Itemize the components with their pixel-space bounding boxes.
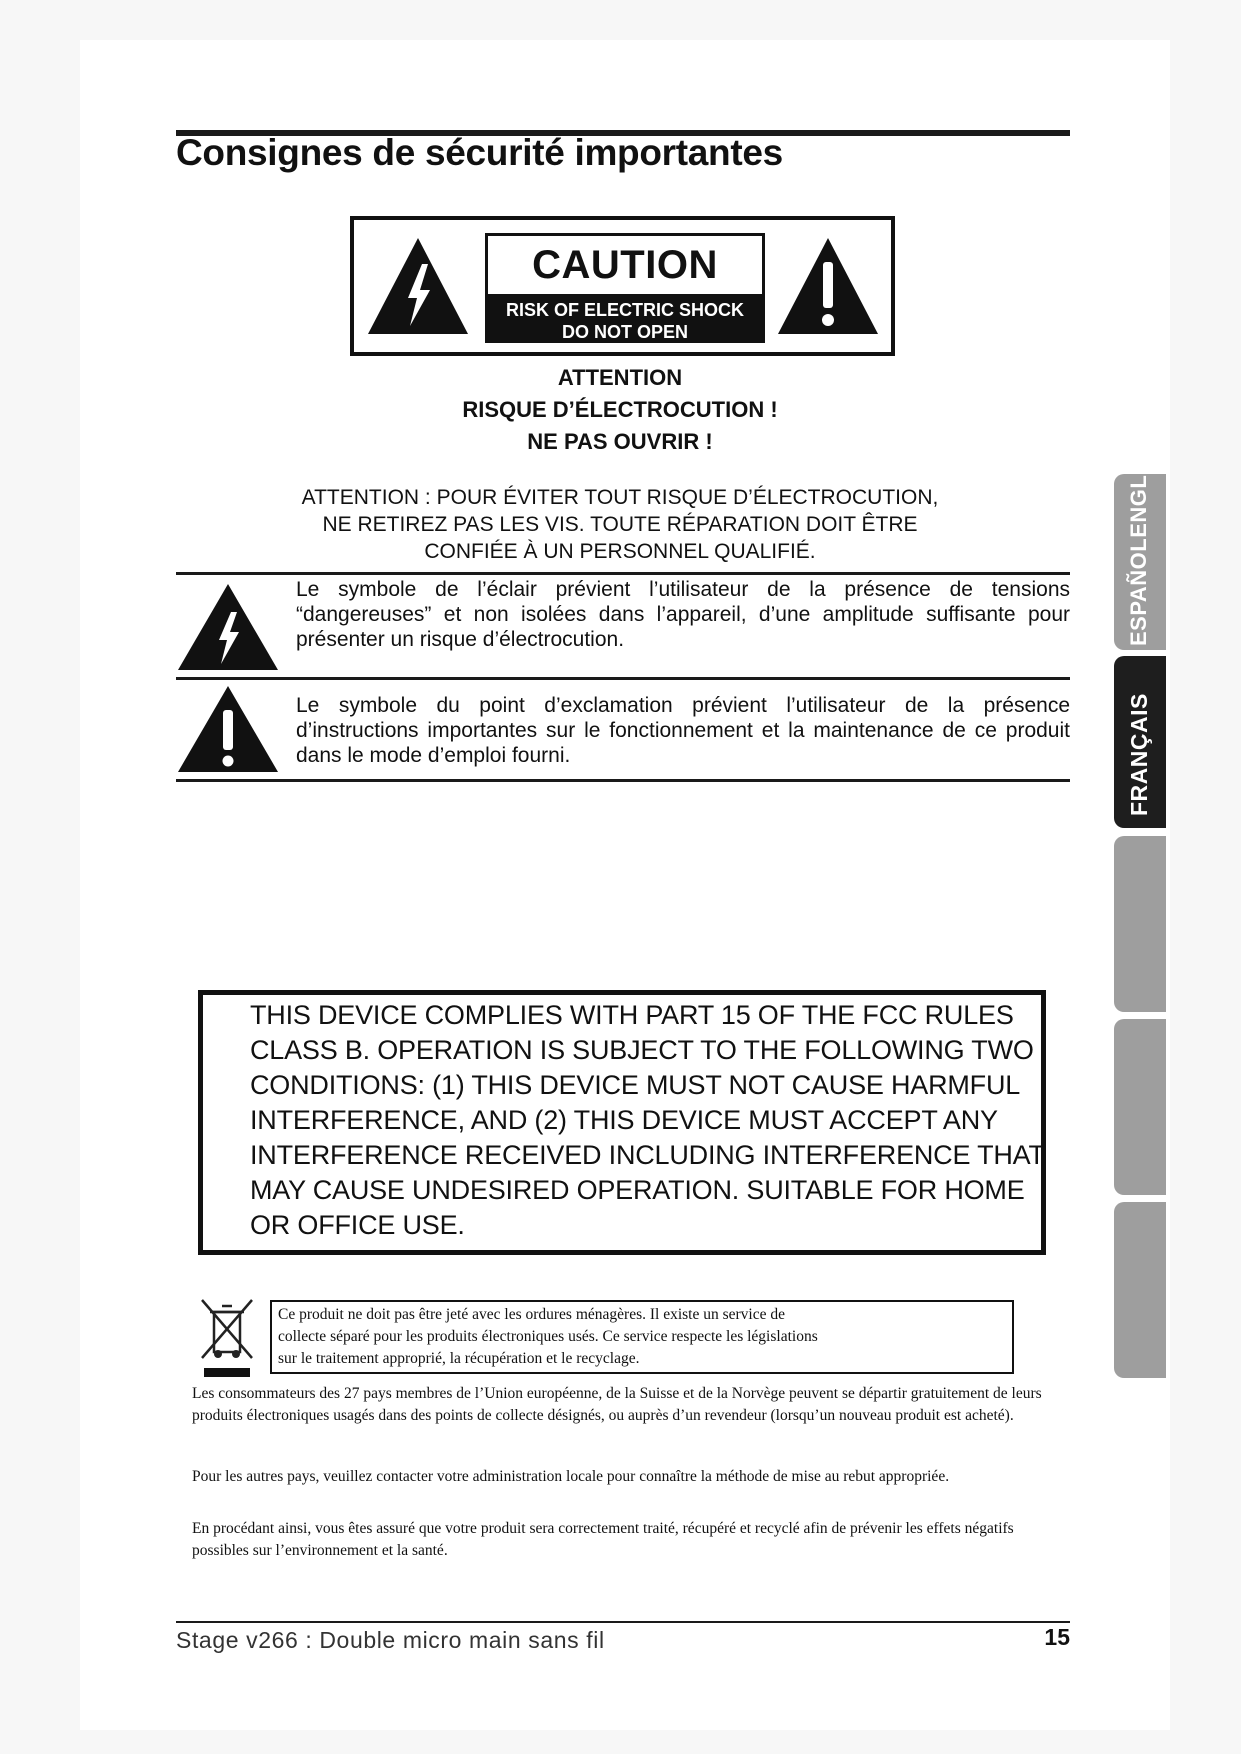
warning-line-3: CONFIÉE À UN PERSONNEL QUALIFIÉ. [424, 540, 816, 563]
fcc-line: CONDITIONS: (1) THIS DEVICE MUST NOT CAUSE HARMFUL [250, 1070, 1021, 1100]
fcc-line: OR OFFICE USE. [250, 1210, 465, 1240]
lightning-description: Le symbole de l’éclair prévient l’utilisateur de la présence de tensions “dangereuses” et non isolées dans l’appareil, d’une amplitude suffisante pour présenter un risque d’électrocution. [296, 578, 1070, 651]
caution-label [350, 216, 895, 356]
fcc-line: THIS DEVICE COMPLIES WITH PART 15 OF THE FCC RULES [250, 1000, 1014, 1030]
divider-middle [176, 677, 1070, 680]
footer-rule [176, 1621, 1070, 1623]
weee-box-line: sur le traitement approprié, la récupération et le recyclage. [278, 1350, 640, 1367]
tab-francais-label: FRANÇAIS [1126, 693, 1152, 816]
divider-top [176, 572, 1070, 575]
crossed-bin-icon [198, 1296, 256, 1380]
tab-other-languages[interactable] [1114, 326, 1166, 650]
weee-paragraph-2: Pour les autres pays, veuillez contacter votre administration locale pour connaître la méthode de mise au rebut appropriée. [192, 1468, 950, 1485]
tab-blank-2[interactable] [1114, 1019, 1166, 1195]
fcc-line: INTERFERENCE RECEIVED INCLUDING INTERFERENCE THAT [250, 1140, 1045, 1170]
caution-word: CAUTION [485, 233, 765, 297]
caution-subtitle [485, 297, 765, 343]
weee-box-line: collecte séparé pour les produits électroniques usés. Ce service respecte les législations [278, 1328, 818, 1345]
exclamation-description: Le symbole du point d’exclamation prévient l’utilisateur de la présence d’instructions importantes sur le fonctionnement et la maintenance de ce produit dans le mode d’emploi fourni. [296, 694, 1070, 767]
tab-other-languages-label: ESPAÑOLENGLISHDEUTSCH [1126, 326, 1151, 646]
fcc-notice-box [198, 990, 1046, 1255]
warning-line-1: ATTENTION : POUR ÉVITER TOUT RISQUE D’ÉLECTROCUTION, [301, 486, 939, 509]
attention-risk: RISQUE D’ÉLECTROCUTION ! [462, 397, 778, 422]
page-title: Consignes de sécurité importantes [176, 132, 783, 173]
tab-blank-1[interactable] [1114, 836, 1166, 1012]
lightning-symbol-icon [176, 582, 280, 672]
divider-bottom [176, 779, 1070, 782]
weee-paragraph-3: En procédant ainsi, vous êtes assuré que votre produit sera correctement traité, récupéré et recyclé afin de prévenir les effets négatifs possibles sur l’environnement et la santé. [192, 1520, 1014, 1559]
attention-heading: ATTENTION [557, 365, 683, 390]
weee-box-line: Ce produit ne doit pas être jeté avec les ordures ménagères. Il existe un service de [278, 1306, 785, 1323]
fcc-line: MAY CAUSE UNDESIRED OPERATION. SUITABLE FOR HOME [250, 1175, 1025, 1205]
caution-line-2: DO NOT OPEN [561, 322, 688, 342]
fcc-line: INTERFERENCE, AND (2) THIS DEVICE MUST ACCEPT ANY [250, 1105, 998, 1135]
weee-notice-box [270, 1300, 1014, 1374]
caution-line-1: RISK OF ELECTRIC SHOCK [505, 300, 744, 320]
footer-product-name: Stage v266 : Double micro main sans fil [176, 1627, 605, 1653]
exclamation-warning-icon [774, 234, 882, 338]
fcc-line: CLASS B. OPERATION IS SUBJECT TO THE FOLLOWING TWO [250, 1035, 1034, 1065]
attention-do-not-open: NE PAS OUVRIR ! [527, 429, 713, 454]
tab-blank-3[interactable] [1114, 1202, 1166, 1378]
tab-francais[interactable] [1114, 656, 1166, 828]
caution-panel [485, 233, 765, 343]
page-number: 15 [1044, 1624, 1070, 1650]
weee-paragraph-1: Les consommateurs des 27 pays membres de l’Union européenne, de la Suisse et de la Norvège peuvent se départir gratuitement de leurs produits électroniques usagés dans des points de collecte désignés, ou auprès d’un revendeur (lorsqu’un nouveau produit est acheté). [192, 1385, 1042, 1424]
lightning-warning-icon [364, 234, 472, 338]
exclamation-symbol-icon [176, 684, 280, 774]
warning-line-2: NE RETIREZ PAS LES VIS. TOUTE RÉPARATION DOIT ÊTRE [322, 513, 918, 536]
